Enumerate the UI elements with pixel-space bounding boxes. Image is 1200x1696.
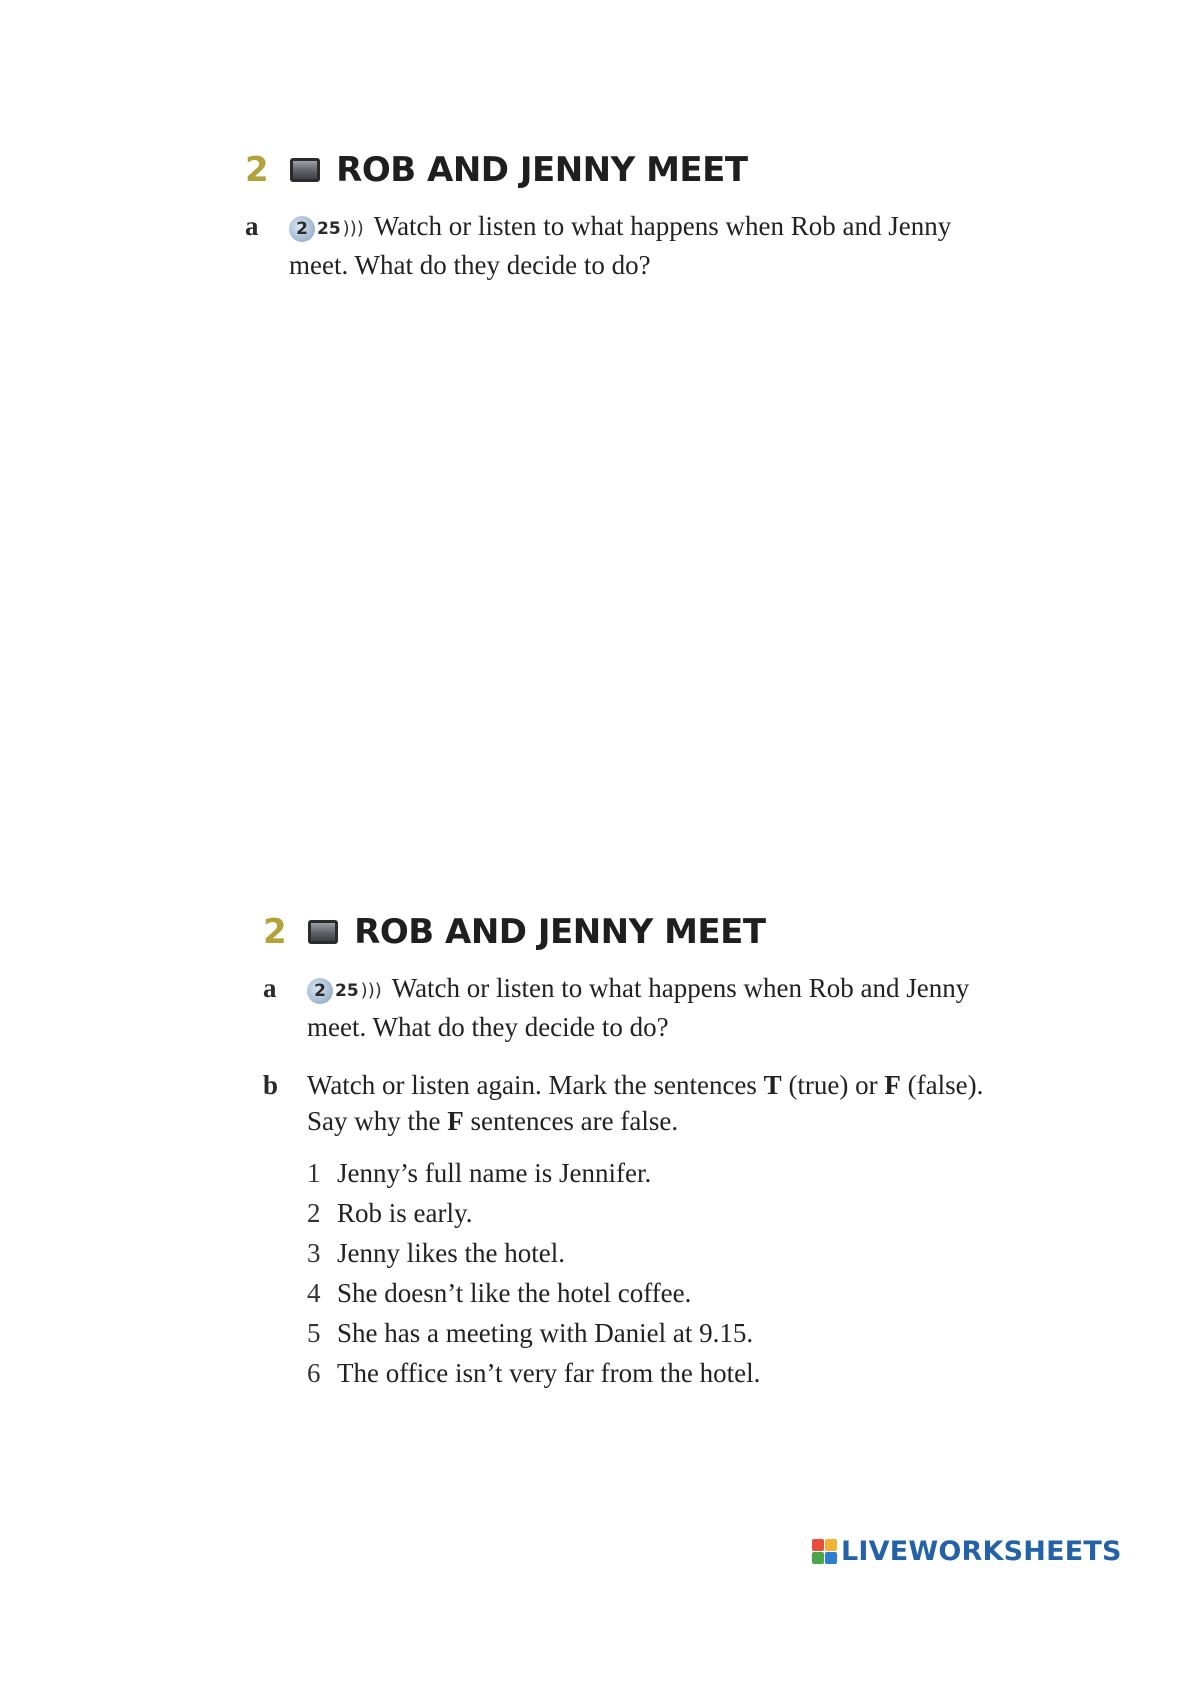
instruction-text: Watch or listen to what happens when Rob and Jenny meet. What do they decide to do? — [307, 973, 970, 1042]
section-title: ROB AND JENNY MEET — [354, 912, 766, 952]
list-item — [307, 1193, 1027, 1233]
exercise-a — [263, 970, 1027, 1045]
item-letter: a — [245, 211, 259, 241]
sentence-number: 5 — [307, 1318, 321, 1348]
instruction-part: Watch or listen again. Mark the sentences — [307, 1070, 757, 1100]
audio-track-icon[interactable] — [289, 211, 364, 247]
sentence-number: 3 — [307, 1238, 321, 1268]
section-heading — [245, 150, 1009, 190]
sentence-text: She has a meeting with Daniel at 9.15. — [337, 1318, 754, 1348]
sentence-number: 2 — [307, 1198, 321, 1228]
sound-waves-icon: ))) — [360, 980, 382, 1001]
true-mark: T — [763, 1070, 782, 1100]
sentence-number: 4 — [307, 1278, 321, 1308]
sound-waves-icon: ))) — [342, 218, 364, 239]
list-item — [307, 1353, 1027, 1393]
item-letter: a — [263, 973, 277, 1003]
logo-square-icon — [812, 1552, 824, 1564]
list-item — [307, 1233, 1027, 1273]
audio-track-number: 25 — [317, 219, 341, 239]
logo-text: LIVEWORKSHEETS — [841, 1536, 1122, 1567]
exercise-a — [245, 208, 1009, 283]
sentence-text: Jenny’s full name is Jennifer. — [337, 1158, 652, 1188]
sentence-text: The office isn’t very far from the hotel. — [337, 1358, 761, 1388]
false-mark: F — [884, 1070, 901, 1100]
instruction-part: (false). Say why the — [307, 1070, 984, 1136]
list-item — [307, 1273, 1027, 1313]
instruction-part: sentences are false. — [470, 1106, 679, 1136]
exercise-b — [263, 1067, 1027, 1139]
false-mark: F — [447, 1106, 464, 1136]
sentence-number: 1 — [307, 1158, 321, 1188]
instruction-text — [307, 1067, 1027, 1139]
sentence-number: 6 — [307, 1358, 321, 1388]
list-item — [307, 1153, 1027, 1193]
logo-square-icon — [825, 1552, 837, 1564]
liveworksheets-logo[interactable] — [812, 1536, 1122, 1567]
audio-disc-number: 2 — [289, 216, 315, 242]
section-number: 2 — [263, 912, 287, 952]
section-heading — [263, 912, 1027, 952]
sentence-text: Jenny likes the hotel. — [337, 1238, 565, 1268]
instruction-part: (true) or — [788, 1070, 878, 1100]
video-icon — [290, 158, 320, 182]
audio-disc-number: 2 — [307, 978, 333, 1004]
instruction-text: Watch or listen to what happens when Rob and Jenny meet. What do they decide to do? — [289, 211, 952, 280]
audio-track-icon[interactable] — [307, 973, 382, 1009]
sentence-list — [307, 1153, 1027, 1393]
section-number: 2 — [245, 150, 269, 190]
bottom-exercise — [263, 912, 1027, 1393]
item-letter: b — [263, 1070, 279, 1100]
top-exercise — [245, 150, 1009, 283]
logo-square-icon — [825, 1539, 837, 1551]
sentence-text: She doesn’t like the hotel coffee. — [337, 1278, 692, 1308]
audio-track-number: 25 — [335, 981, 359, 1001]
logo-square-icon — [812, 1539, 824, 1551]
video-icon — [308, 920, 338, 944]
list-item — [307, 1313, 1027, 1353]
logo-grid-icon — [812, 1539, 837, 1564]
sentence-text: Rob is early. — [337, 1198, 473, 1228]
section-title: ROB AND JENNY MEET — [336, 150, 748, 190]
